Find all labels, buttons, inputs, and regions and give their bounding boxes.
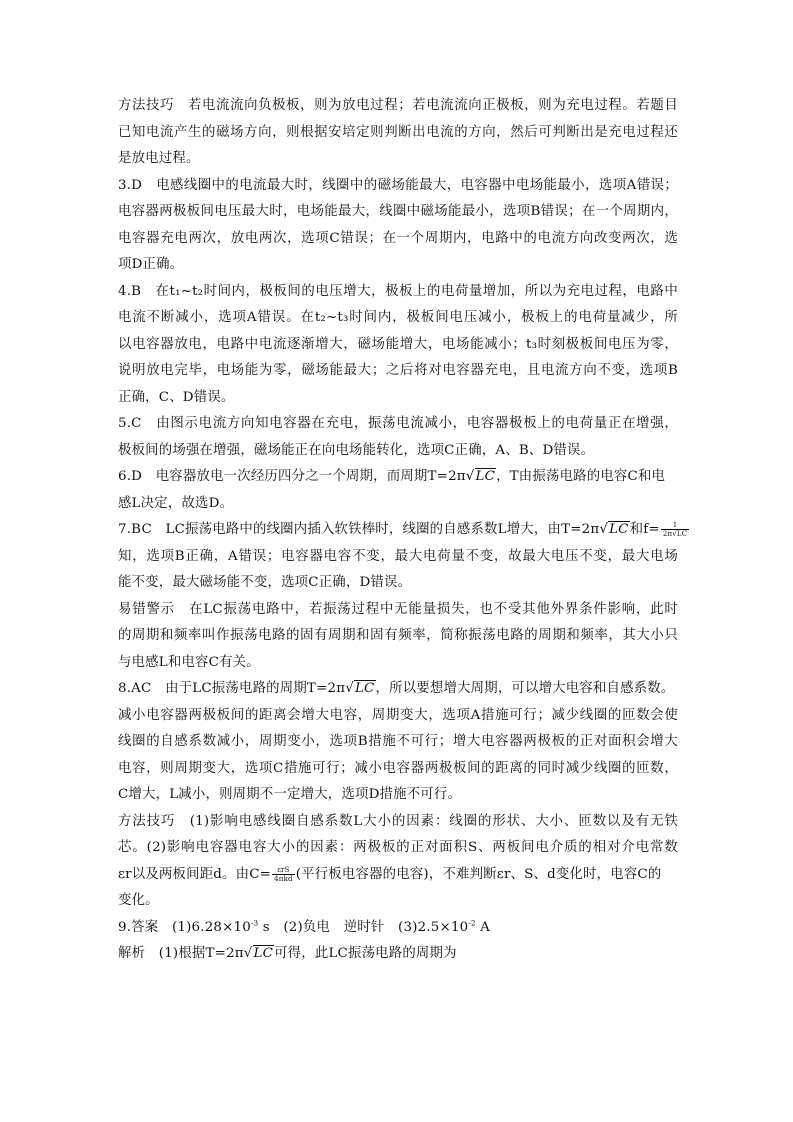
text-line: 电容器两极板间电压最大时，电场能最大，线圈中磁场能最小，选项B错误；在一个周期内， [118, 204, 678, 219]
text-line-formula: 8.AC 由于LC振荡电路的周期T=2π√LC，所以要想增大周期，可以增大电容和自感系数。 [118, 681, 675, 696]
exponent: -2 [468, 919, 476, 928]
text-fragment: 和f= [629, 522, 660, 537]
fraction-numerator: 1 [661, 521, 690, 530]
text-line: 极板间的场强在增强，磁场能正在向电场能转化，选项C正确，A、B、D错误。 [118, 442, 595, 458]
text-line: 感L决定，故选D。 [118, 495, 234, 511]
text-line: 方法技巧 (1)影响电感线圈自感系数L大小的因素：线圈的形状、大小、匝数以及有无铁 [118, 813, 678, 829]
text-line: 项D正确。 [118, 257, 184, 272]
text-line-formula: 解析 (1)根据T=2π√LC可得，此LC振荡电路的周期为 [118, 946, 457, 961]
fraction-denominator: 4πkd [274, 874, 293, 883]
sqrt-expression: LC [475, 469, 496, 484]
text-line: 是放电过程。 [118, 151, 200, 166]
text-fragment: 6.D 电容器放电一次经历四分之一个周期，而周期T=2π [118, 469, 466, 484]
text-fragment: 8.AC 由于LC振荡电路的周期T=2π [118, 681, 346, 696]
fraction [272, 866, 295, 883]
text-line: 已知电流产生的磁场方向，则根据安培定则判断出电流的方向，然后可判断出是充电过程还 [118, 124, 678, 140]
sqrt-expression: LC [609, 522, 629, 537]
text-line: 的周期和频率叫作振荡电路的固有周期和固有频率，简称振荡电路的周期和频率，其大小只 [118, 628, 678, 643]
text-line: 方法技巧 若电流流向负极板，则为放电过程；若电流流向正极板，则为充电过程。若题目 [118, 98, 678, 113]
text-line: 知，选项B正确，A错误；电容器电容不变，最大电荷量不变，故最大电压不变，最大电场 [118, 548, 678, 564]
sqrt-expression: LC [354, 681, 375, 696]
text-line: 以电容器放电，电路中电流逐渐增大，磁场能增大，电场能减小；t₃时刻极板间电压为零， [118, 336, 678, 352]
text-fragment: A [475, 919, 490, 935]
text-line: 线圈的自感系数减小，周期变小，选项B措施不可行；增大电容器两极板的正对面积会增大 [118, 734, 678, 749]
exponent: -3 [251, 919, 259, 928]
text-fragment: εr以及两板间距d。由C= [118, 866, 272, 882]
text-line-formula: 6.D 电容器放电一次经历四分之一个周期，而周期T=2π√LC，T由振荡电路的电容C和电 [118, 469, 666, 484]
text-line: 3.D 电感线圈中的电流最大时，线圈中的磁场能最大，电容器中电场能最小，选项A错误； [118, 177, 678, 193]
text-fragment: s (2)负电 逆时针 (3)2.5×10 [258, 919, 469, 935]
text-fragment: ，所以要想增大周期，可以增大电容和自感系数。 [375, 681, 675, 696]
text-line: 与电感L和电容C有关。 [118, 654, 260, 670]
text-line: 易错警示 在LC振荡电路中，若振荡过程中无能量损失，也不受其他外界条件影响，此时 [118, 601, 678, 617]
text-line: 电容，则周期变大，选项C措施可行；减小电容器两极板间的距离的同时减少线圈的匝数， [118, 760, 678, 776]
text-line: 4.B 在t₁~t₂时间内，极板间的电压增大，极板上的电荷量增加，所以为充电过程，电路中 [118, 283, 678, 299]
fraction-denominator: 2π√LC [662, 530, 688, 538]
text-line: 减小电容器两极板间的距离会增大电容，周期变大，选项A措施可行；减少线圈的匝数会使 [118, 707, 678, 723]
text-line-formula: 7.BC LC振荡电路中的线圈内插入软铁棒时，线圈的自感系数L增大，由T=2π√LC和f= $\frac{1}{2\pi√LC}$ [118, 521, 688, 538]
text-line: 电容器充电两次，放电两次，选项C错误；在一个周期内，电路中的电流方向改变两次，选 [118, 230, 678, 246]
text-fragment: 7.BC LC振荡电路中的线圈内插入软铁棒时，线圈的自感系数L增大，由T=2π [118, 522, 600, 537]
answer-line [118, 915, 678, 942]
text-line: 正确，C、D错误。 [118, 389, 235, 405]
text-line: 能不变，最大磁场能不变，选项C正确，D错误。 [118, 575, 412, 590]
text-fragment: (平行板电容器的电容)，不难判断εr、S、d变化时，电容C的 [295, 866, 662, 882]
text-fragment: 9.答案 (1)6.28×10 [118, 919, 251, 935]
text-line: 芯。(2)影响电容器电容大小的因素：两极板的正对面积S、两板间电介质的相对介电常数 [118, 840, 678, 855]
text-fragment: 解析 (1)根据T=2π [118, 946, 244, 961]
document-page [118, 93, 688, 968]
fraction [661, 521, 690, 538]
text-line: C增大，L减小，则周期不一定增大，选项D措施不可行。 [118, 787, 462, 802]
text-fragment: 可得，此LC振荡电路的周期为 [274, 946, 457, 961]
fraction-numerator: εrS [272, 866, 295, 875]
text-line: 说明放电完毕，电场能为零，磁场能最大；之后将对电容器充电，且电流方向不变，选项B [118, 363, 678, 378]
text-line: 电流不断减小，选项A错误。在t₂~t₃时间内，极板间电压减小，极板上的电荷量减少，所 [118, 310, 678, 325]
text-line-formula [118, 862, 678, 889]
text-line: 5.C 由图示电流方向知电容器在充电，振荡电流减小，电容器极板上的电荷量正在增强， [118, 416, 678, 431]
text-line: 变化。 [118, 893, 159, 908]
sqrt-expression: LC [253, 946, 274, 961]
text-fragment: ，T由振荡电路的电容C和电 [496, 469, 666, 484]
